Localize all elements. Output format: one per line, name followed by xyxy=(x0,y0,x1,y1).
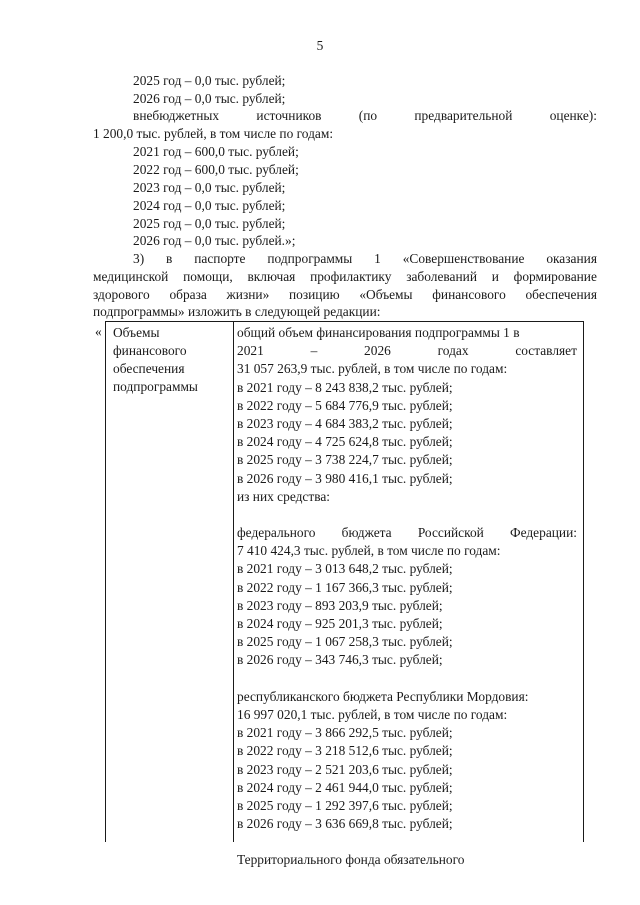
word: внебюджетных xyxy=(133,108,220,123)
paragraph-line-1 xyxy=(133,250,597,268)
total-year-line: в 2023 году – 4 684 383,2 тыс. рублей; xyxy=(237,415,453,431)
word: Российской xyxy=(417,525,484,541)
left-cell-line: подпрограммы xyxy=(113,379,198,394)
text-line: 2026 год – 0,0 тыс. рублей; xyxy=(133,91,286,106)
paragraph-line-4: подпрограммы» изложить в следующей редакции: xyxy=(93,304,381,319)
federal-title xyxy=(237,524,577,542)
word: составляет xyxy=(515,343,577,359)
text-line: 2025 год – 0,0 тыс. рублей; xyxy=(133,73,286,88)
word: предварительной xyxy=(414,108,513,123)
year-line: 2022 год – 600,0 тыс. рублей; xyxy=(133,162,299,177)
year-line: 2026 год – 0,0 тыс. рублей.»; xyxy=(133,233,296,248)
word: жизни» xyxy=(226,287,270,302)
word: заболеваний xyxy=(406,269,477,284)
federal-year-line: в 2025 году – 1 067 258,3 тыс. рублей; xyxy=(237,634,453,650)
text-line: 1 200,0 тыс. рублей, в том числе по годам: xyxy=(93,126,334,141)
federal-year-line: в 2022 году – 1 167 366,3 тыс. рублей; xyxy=(237,579,453,595)
territorial-fund-line: Территориального фонда обязательного xyxy=(237,852,465,868)
paragraph-line-3 xyxy=(93,286,597,304)
word: помощи, xyxy=(183,269,233,284)
page-number: 5 xyxy=(316,38,324,53)
total-year-line: в 2025 году – 3 738 224,7 тыс. рублей; xyxy=(237,452,453,468)
word: формирование xyxy=(513,269,597,284)
word: медицинской xyxy=(93,269,169,284)
republic-year-line: в 2024 году – 2 461 944,0 тыс. рублей; xyxy=(237,779,453,795)
funding-table xyxy=(105,321,584,868)
federal-year-line: в 2026 году – 343 746,3 тыс. рублей; xyxy=(237,652,443,668)
table-right-cell xyxy=(237,324,577,870)
word: профилактику xyxy=(310,269,392,284)
word: «Объемы xyxy=(359,287,413,302)
spacer xyxy=(237,833,577,851)
word: источников xyxy=(256,108,322,123)
opening-quote: « xyxy=(95,324,102,339)
word: – xyxy=(310,343,318,359)
federal-year-line: в 2021 году – 3 013 648,2 тыс. рублей; xyxy=(237,561,453,577)
paragraph-line-2 xyxy=(93,268,597,286)
left-cell-line: обеспечения xyxy=(113,361,185,376)
republic-year-line: в 2021 году – 3 866 292,5 тыс. рублей; xyxy=(237,725,453,741)
left-cell-line: финансового xyxy=(113,343,187,358)
word: (по xyxy=(358,108,378,123)
republic-title: республиканского бюджета Республики Мордовия: xyxy=(237,688,529,704)
republic-year-line: в 2025 году – 1 292 397,6 тыс. рублей; xyxy=(237,797,453,813)
word: 3) xyxy=(133,251,145,266)
word: финансового xyxy=(432,287,506,302)
republic-year-line: в 2026 году – 3 636 669,8 тыс. рублей; xyxy=(237,816,453,832)
total-amount: 31 057 263,9 тыс. рублей, в том числе по годам: xyxy=(237,361,508,377)
republic-year-line: в 2022 году – 3 218 512,6 тыс. рублей; xyxy=(237,743,453,759)
vnebudget-line xyxy=(133,107,597,125)
word: обеспечения xyxy=(525,287,597,302)
year-line: 2025 год – 0,0 тыс. рублей; xyxy=(133,216,286,231)
word: 2026 xyxy=(364,343,391,359)
total-year-line: в 2021 году – 8 243 838,2 тыс. рублей; xyxy=(237,379,453,395)
word: 2021 xyxy=(237,343,264,359)
word: паспорте xyxy=(194,251,246,266)
word: оценке): xyxy=(549,108,597,123)
federal-year-line: в 2024 году – 925 201,3 тыс. рублей; xyxy=(237,616,443,631)
total-year-line: в 2024 году – 4 725 624,8 тыс. рублей; xyxy=(237,434,453,450)
year-line: 2021 год – 600,0 тыс. рублей; xyxy=(133,144,299,159)
word: и xyxy=(491,269,499,284)
spacer xyxy=(237,506,577,524)
federal-total: 7 410 424,3 тыс. рублей, в том числе по годам: xyxy=(237,543,501,559)
table-left-cell xyxy=(113,324,231,396)
year-line: 2023 год – 0,0 тыс. рублей; xyxy=(133,180,286,195)
total-year-line: в 2022 году – 5 684 776,9 тыс. рублей; xyxy=(237,397,453,413)
intro-line: общий объем финансирования подпрограммы 1 в xyxy=(237,325,520,340)
word: позицию xyxy=(288,287,340,302)
word: «Совершенствование xyxy=(402,251,525,266)
word: бюджета xyxy=(341,525,392,541)
word: образа xyxy=(169,287,207,302)
word: здорового xyxy=(93,287,150,302)
total-year-line: в 2026 году – 3 980 416,1 тыс. рублей; xyxy=(237,470,453,486)
word: годах xyxy=(437,343,469,359)
republic-year-line: в 2023 году – 2 521 203,6 тыс. рублей; xyxy=(237,761,453,777)
year-line: 2024 год – 0,0 тыс. рублей; xyxy=(133,198,286,213)
left-cell-line: Объемы xyxy=(113,325,160,340)
of-them-line: из них средства: xyxy=(237,488,331,504)
word: 1 xyxy=(374,251,381,266)
word: федерального xyxy=(237,525,316,541)
word: подпрограммы xyxy=(267,251,353,266)
word: в xyxy=(166,251,173,266)
republic-total: 16 997 020,1 тыс. рублей, в том числе по годам: xyxy=(237,706,508,722)
word: оказания xyxy=(546,251,597,266)
federal-year-line: в 2023 году – 893 203,9 тыс. рублей; xyxy=(237,597,443,613)
spacer xyxy=(237,670,577,688)
table-column-divider xyxy=(233,322,234,842)
word: Федерации: xyxy=(510,525,577,541)
word: включая xyxy=(247,269,296,284)
intro-line-justified xyxy=(237,342,577,360)
